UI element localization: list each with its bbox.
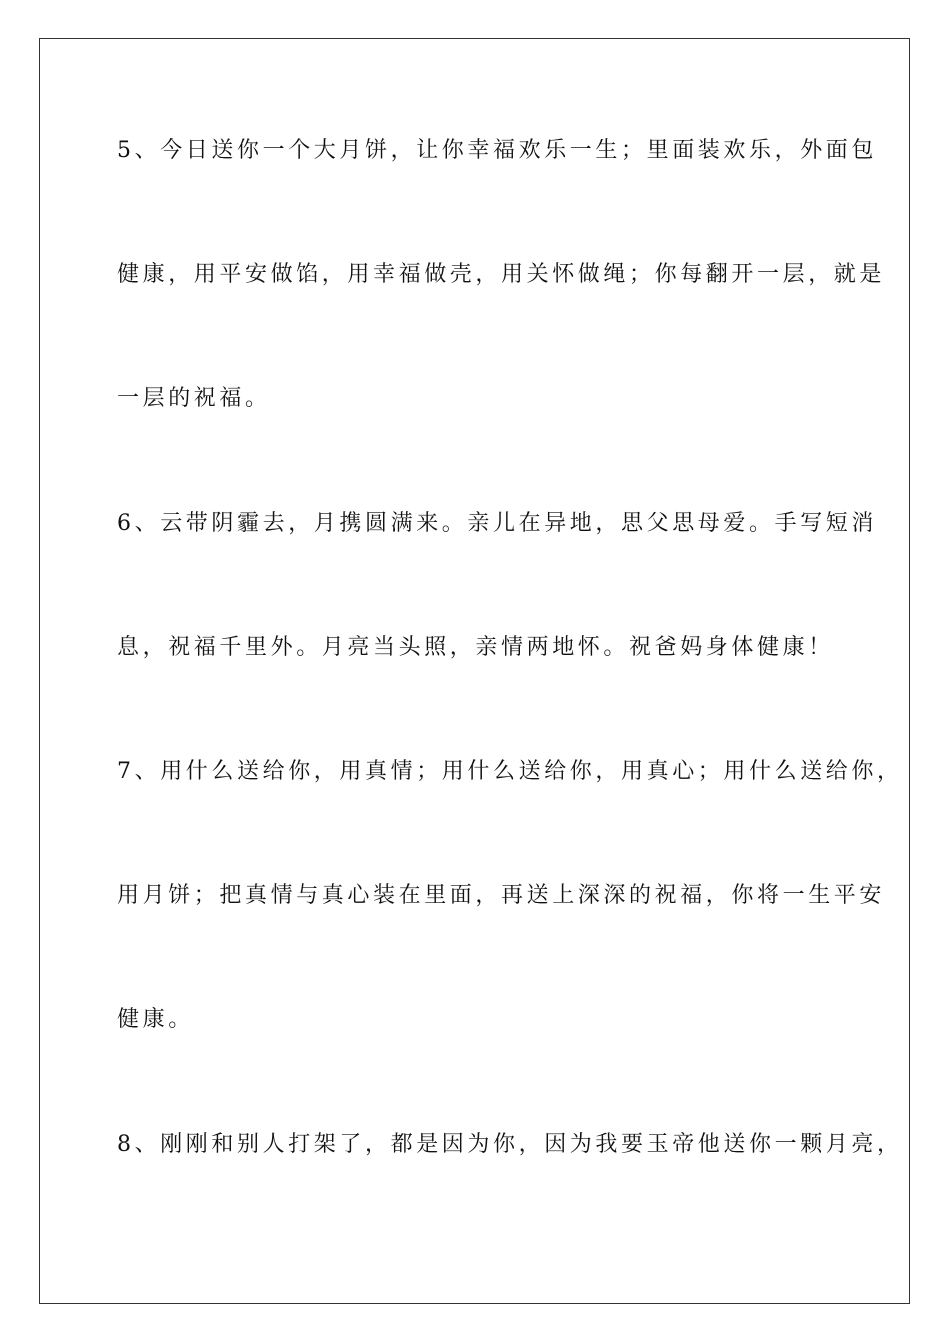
text-line: 用月饼；把真情与真心装在里面，再送上深深的祝福，你将一生平安 [117,883,886,908]
text-line: 8、刚刚和别人打架了，都是因为你，因为我要玉帝他送你一颗月亮， [117,1132,903,1157]
text-line: 息，祝福千里外。月亮当头照，亲情两地怀。祝爸妈身体健康！ [117,635,834,660]
text-line: 一层的祝福。 [117,386,271,411]
text-line: 7、用什么送给你，用真情；用什么送给你，用真心；用什么送给你， [117,759,903,784]
page-frame [39,38,910,1304]
text-line: 健康，用平安做馅，用幸福做壳，用关怀做绳；你每翻开一层，就是 [117,262,886,287]
text-line: 6、云带阴霾去，月携圆满来。亲儿在异地，思父思母爱。手写短消 [117,511,877,536]
text-line: 健康。 [117,1007,194,1032]
text-line: 5、今日送你一个大月饼，让你幸福欢乐一生；里面装欢乐，外面包 [117,138,877,163]
